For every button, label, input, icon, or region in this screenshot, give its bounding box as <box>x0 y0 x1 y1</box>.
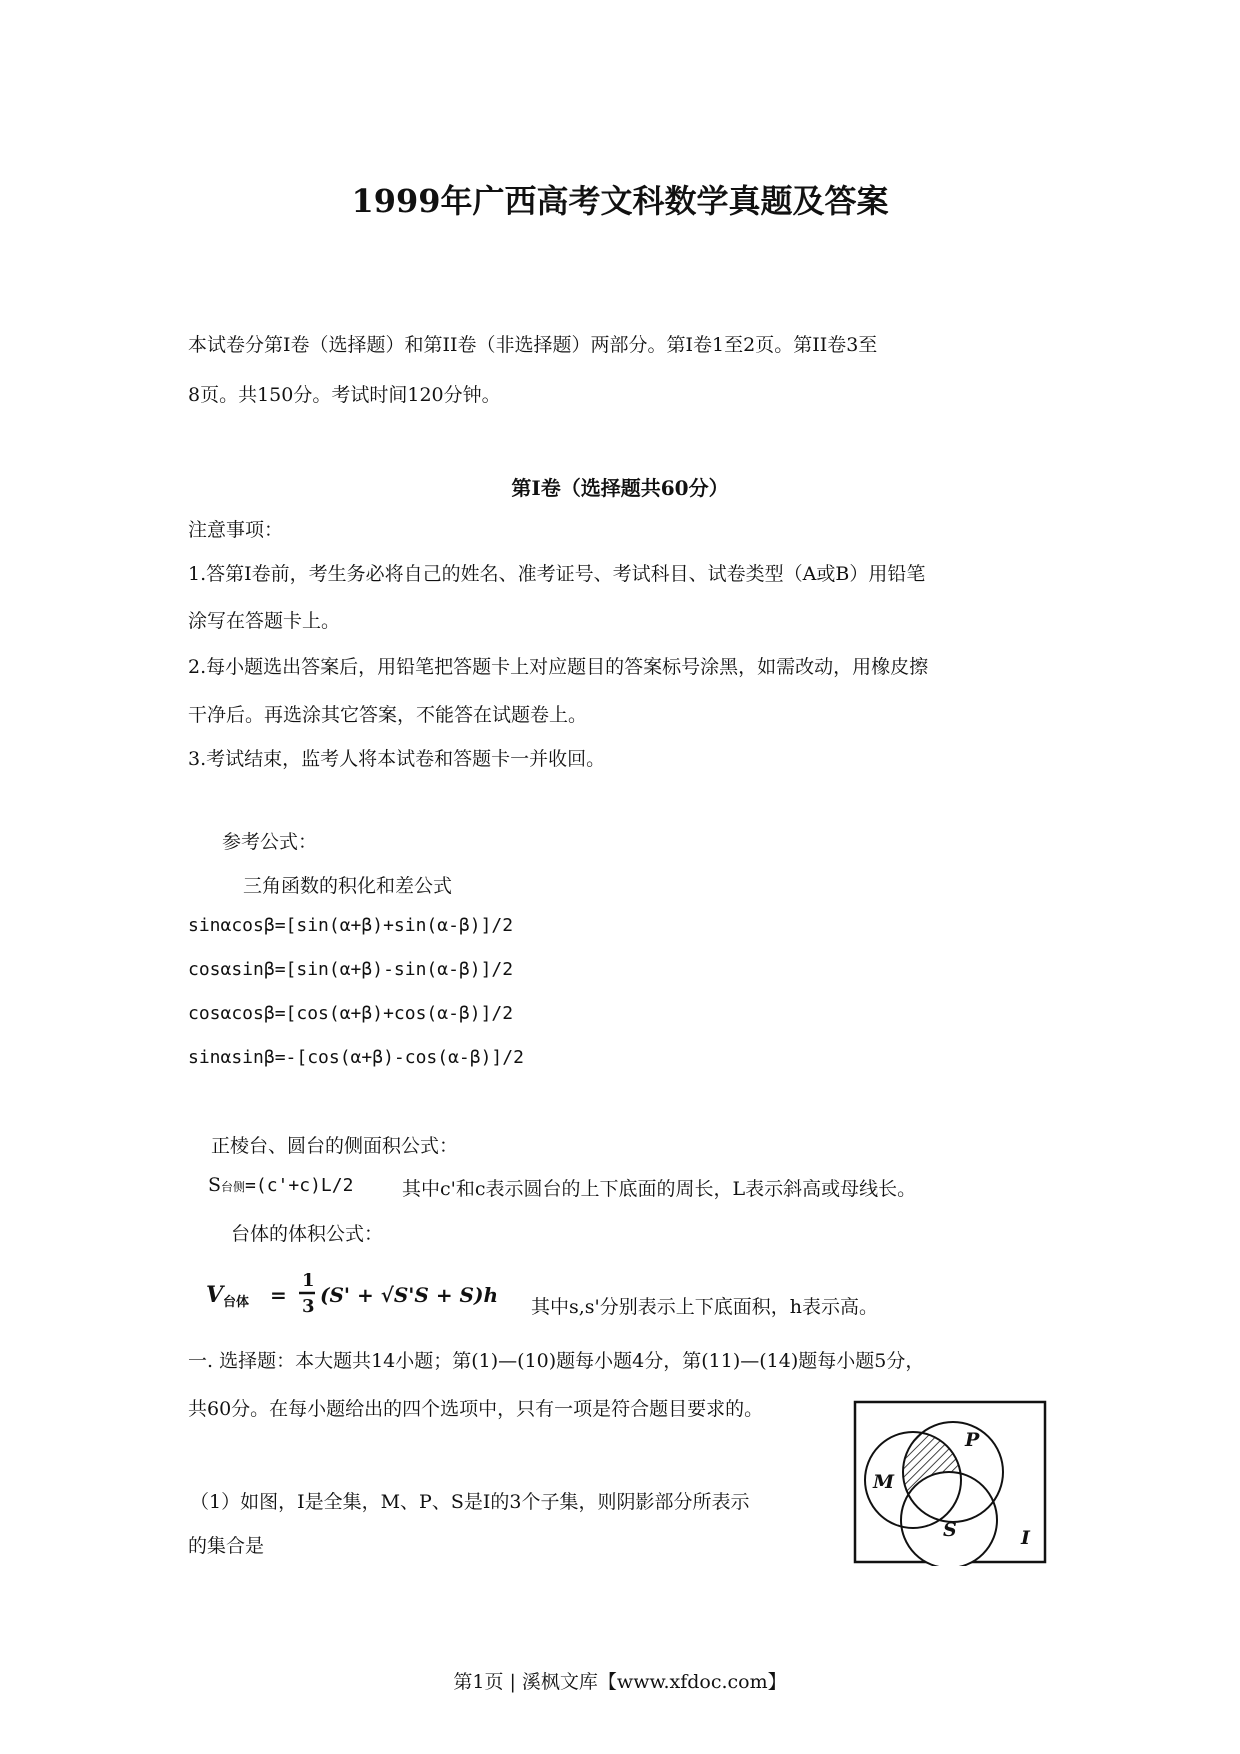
volume-v: V <box>206 1282 224 1308</box>
label-s: S <box>943 1519 957 1541</box>
volume-label: 台体的体积公式： <box>231 1223 384 1245</box>
intro-line: 本试卷分第Ⅰ卷（选择题）和第II卷（非选择题）两部分。第Ⅰ卷1至2页。第II卷3至 <box>188 334 878 356</box>
label-i: I <box>1021 1527 1030 1549</box>
trig-formula: cosαcosβ=[cos(α+β)+cos(α-β)]/2 <box>188 1003 514 1024</box>
volume-numerator: 1 <box>302 1270 315 1291</box>
lateral-subscript: 台侧 <box>221 1180 246 1194</box>
label-m: M <box>873 1471 895 1493</box>
notice-item: 涂写在答题卡上。 <box>188 610 341 632</box>
page-title: 1999年广西高考文科数学真题及答案 <box>351 182 889 220</box>
trig-formula: cosαsinβ=[sin(α+β)-sin(α-β)]/2 <box>188 959 514 980</box>
notice-item: 1.答第Ⅰ卷前，考生务必将自己的姓名、准考证号、考试科目、试卷类型（A或B）用铅笔 <box>188 563 926 585</box>
question1-text: （1）如图，I是全集，M、P、S是I的3个子集，则阴影部分所表示 <box>190 1491 750 1513</box>
volume-equals: = <box>270 1283 287 1307</box>
volume-formula <box>206 1262 526 1330</box>
volume-subscript: 台体 <box>223 1295 250 1310</box>
trig-label: 三角函数的积化和差公式 <box>243 875 453 897</box>
notice-item: 干净后。再选涂其它答案，不能答在试题卷上。 <box>188 704 588 726</box>
lateral-note: 其中c'和c表示圆台的上下底面的周长，L表示斜高或母线长。 <box>402 1178 917 1200</box>
trig-formula: sinαsinβ=-[cos(α+β)-cos(α-β)]/2 <box>188 1047 524 1068</box>
section1-line: 共60分。在每小题给出的四个选项中，只有一项是符合题目要求的。 <box>188 1398 764 1420</box>
page-footer: 第1页 | 溪枫文库【www.xfdoc.com】 <box>453 1671 787 1693</box>
question1-text: 的集合是 <box>188 1535 265 1557</box>
volume-note: 其中s,s'分别表示上下底面积，h表示高。 <box>531 1296 879 1318</box>
notice-item: 3.考试结束，监考人将本试卷和答题卡一并收回。 <box>188 748 606 770</box>
trig-formula: sinαcosβ=[sin(α+β)+sin(α-β)]/2 <box>188 915 514 936</box>
reference-label: 参考公式： <box>222 831 318 853</box>
notice-label: 注意事项： <box>188 519 284 541</box>
lateral-expression: =(c'+c)L/2 <box>245 1175 354 1196</box>
intro-line: 8页。共150分。考试时间120分钟。 <box>188 384 501 406</box>
venn-diagram <box>853 1400 1049 1570</box>
lateral-label: 正棱台、圆台的侧面积公式： <box>211 1135 459 1157</box>
volume-denominator: 3 <box>302 1296 315 1317</box>
volume-expression: (S' + √S'S + S)h <box>320 1283 498 1307</box>
part1-heading: 第Ⅰ卷（选择题共60分） <box>511 476 729 500</box>
notice-item: 2.每小题选出答案后，用铅笔把答题卡上对应题目的答案标号涂黑，如需改动，用橡皮擦 <box>188 656 929 678</box>
label-p: P <box>965 1429 980 1451</box>
lateral-s: S <box>208 1174 222 1196</box>
lateral-formula <box>208 1174 353 1196</box>
section1-line: 一. 选择题：本大题共14小题；第(1)—(10)题每小题4分，第(11)—(14)题每小题5分， <box>188 1350 925 1372</box>
